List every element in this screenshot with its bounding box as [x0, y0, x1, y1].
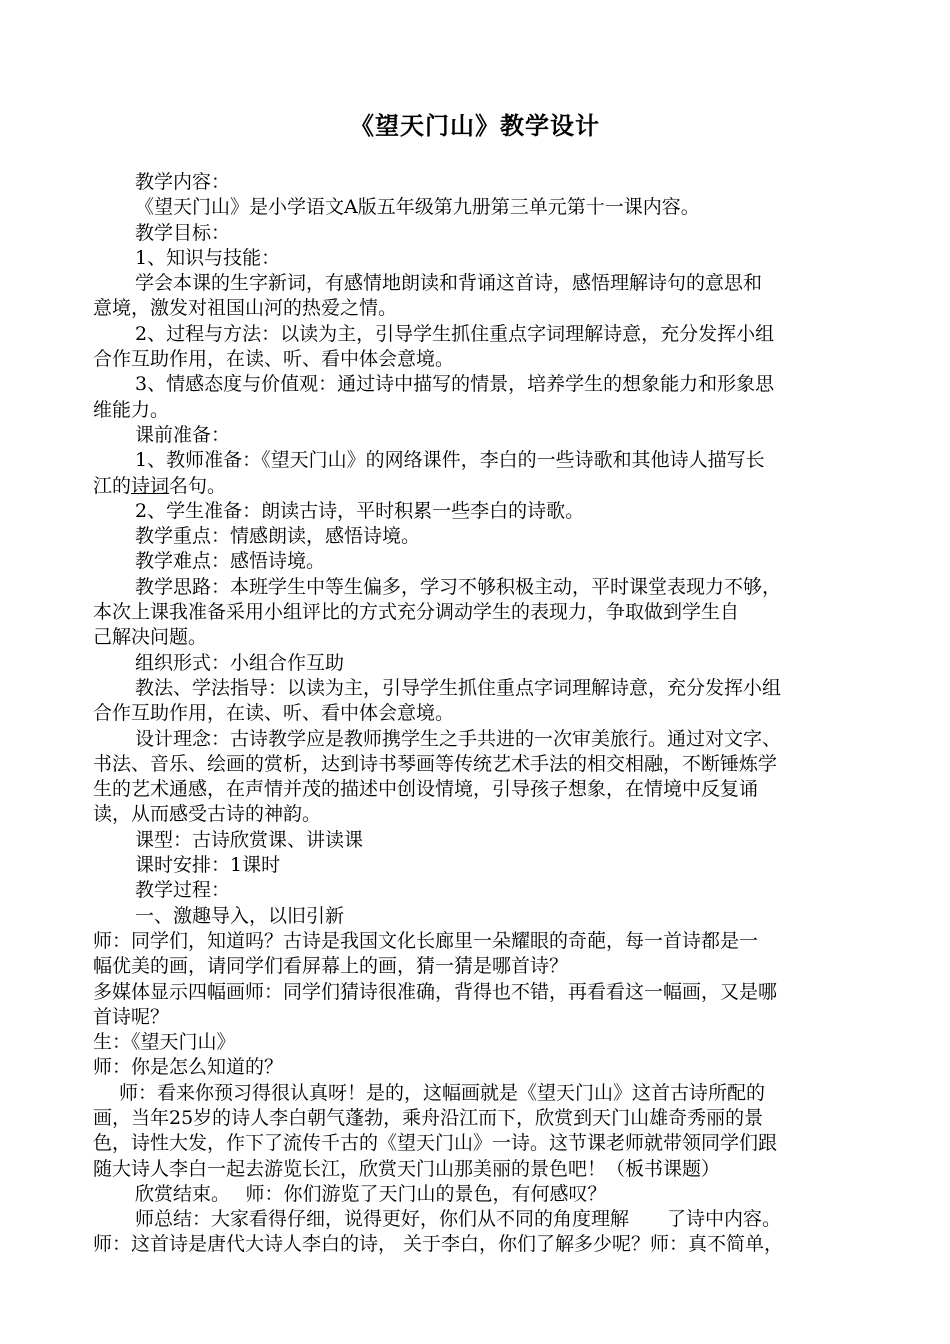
text-segment: 意境，激发对祖国山河的热爱之情。	[93, 297, 398, 320]
text-segment: 教学目标：	[135, 221, 231, 244]
text-line	[93, 1182, 863, 1207]
text-segment: 随大诗人李白一起去游览长江，欣赏天门山那美丽的景色吧！（板书课题）	[93, 1157, 721, 1180]
text-segment: 教学内容：	[135, 171, 231, 193]
text-line	[93, 853, 863, 878]
text-segment: 师总结：大家看得仔细，说得更好，你们从不同的角度理解 了诗中内容。	[135, 1208, 782, 1231]
text-line	[93, 474, 863, 499]
text-line	[93, 372, 863, 397]
text-line	[93, 448, 863, 473]
text-segment: 3、情感态度与价值观：通过诗中描写的情景，培养学生的想象能力和形象思	[135, 373, 775, 396]
text-line	[93, 727, 863, 752]
text-segment: 师：看来你预习得很认真呀！是的，这幅画就是《望天门山》这首古诗所配的	[119, 1081, 766, 1104]
text-segment: 江的	[93, 474, 132, 497]
text-line	[93, 600, 863, 625]
text-line	[93, 271, 863, 296]
text-segment: 师：你是怎么知道的？	[93, 1056, 284, 1079]
text-line	[93, 195, 863, 220]
text-line	[93, 296, 863, 321]
text-segment: 色，诗性大发，作下了流传千古的《望天门山》一诗。这节课老师就带领同学们跟	[93, 1132, 778, 1155]
text-line	[93, 828, 863, 853]
text-segment: 首诗呢？	[93, 1005, 170, 1028]
text-segment: 合作互助作用，在读、听、看中体会意境。	[93, 702, 455, 725]
text-line	[93, 777, 863, 802]
text-line	[93, 1157, 863, 1182]
text-segment: 课时安排：1课时	[135, 854, 281, 877]
text-segment: 教学思路：本班学生中等生偏多，学习不够积极主动，平时课堂表现力不够，	[135, 575, 782, 598]
text-segment: 教法、学法指导：以读为主，引导学生抓住重点字词理解诗意，充分发挥小组	[135, 676, 782, 699]
text-line	[93, 701, 863, 726]
text-segment: 生：《望天门山》	[93, 1031, 236, 1054]
text-line	[93, 524, 863, 549]
text-line	[93, 246, 863, 271]
text-line	[93, 752, 863, 777]
text-line	[93, 1005, 863, 1030]
text-line	[93, 676, 863, 701]
text-segment: 教学过程：	[135, 879, 231, 902]
text-segment: 2、过程与方法：以读为主，引导学生抓住重点字词理解诗意，充分发挥小组	[135, 322, 775, 345]
text-segment: 课前准备：	[135, 423, 231, 446]
text-line	[93, 322, 863, 347]
text-line	[93, 423, 863, 448]
text-line	[93, 980, 863, 1005]
text-segment: 《望天门山》是小学语文A版五年级第九册第三单元第十一课内容。	[135, 196, 700, 219]
text-segment: 1、教师准备：《望天门山》的网络课件，李白的一些诗歌和其他诗人描写长	[135, 449, 765, 472]
text-line	[93, 929, 863, 954]
text-line	[93, 625, 863, 650]
text-segment: 本次上课我准备采用小组评比的方式充分调动学生的表现力，争取做到学生自	[93, 601, 740, 624]
text-segment: 生的艺术通感，在声情并茂的描述中创设情境，引导孩子想象，在情境中反复诵	[93, 778, 759, 801]
text-segment: 学会本课的生字新词，有感情地朗读和背诵这首诗，感悟理解诗句的意思和	[135, 272, 763, 295]
text-line	[93, 170, 863, 195]
text-line	[93, 1055, 863, 1080]
text-line	[93, 954, 863, 979]
text-line	[93, 1081, 863, 1106]
text-line	[93, 1232, 863, 1257]
text-segment: 维能力。	[93, 398, 170, 421]
text-segment: 师：这首诗是唐代大诗人李白的诗， 关于李白，你们了解多少呢？师：真不简单，	[93, 1233, 784, 1256]
text-segment: 己解决问题。	[93, 626, 208, 649]
text-line	[93, 802, 863, 827]
text-segment: 名句。	[169, 474, 227, 497]
text-line	[93, 651, 863, 676]
text-segment: 组织形式：小组合作互助	[135, 651, 345, 674]
text-segment: 师：同学们，知道吗？古诗是我国文化长廊里一朵耀眼的奇葩，每一首诗都是一	[93, 929, 759, 952]
text-segment: 一、激趣导入，以旧引新	[135, 904, 345, 927]
text-segment: 画，当年25岁的诗人李白朝气蓬勃，乘舟沿江而下，欣赏到天门山雄奇秀丽的景	[93, 1106, 764, 1129]
text-line	[93, 1106, 863, 1131]
text-segment: 2、学生准备：朗读古诗，平时积累一些李白的诗歌。	[135, 499, 585, 522]
text-line	[93, 549, 863, 574]
text-segment: 读，从而感受古诗的神韵。	[93, 803, 322, 826]
text-segment: 课型：古诗欣赏课、讲读课	[135, 828, 364, 851]
text-line	[93, 347, 863, 372]
underlined-text: 诗词	[131, 474, 170, 497]
text-segment: 合作互助作用，在读、听、看中体会意境。	[93, 348, 455, 371]
text-line	[93, 878, 863, 903]
text-line	[93, 904, 863, 929]
text-segment: 幅优美的画，请同学们看屏幕上的画，猜一猜是哪首诗？	[93, 955, 569, 978]
text-segment: 欣赏结束。 师：你们游览了天门山的景色，有何感叹？	[135, 1182, 607, 1205]
text-line	[93, 1207, 863, 1232]
text-segment: 教学难点：感悟诗境。	[135, 550, 326, 573]
text-line	[93, 1131, 863, 1156]
text-segment: 教学重点：情感朗读，感悟诗境。	[135, 525, 421, 548]
text-line	[93, 575, 863, 600]
text-segment: 设计理念：古诗教学应是教师携学生之手共进的一次审美旅行。通过对文字、	[135, 727, 782, 750]
text-line	[93, 499, 863, 524]
text-line	[93, 398, 863, 423]
document-title: 《望天门山》教学设计	[350, 112, 600, 140]
text-segment: 1、知识与技能：	[135, 246, 281, 269]
text-segment: 书法、音乐、绘画的赏析，达到诗书琴画等传统艺术手法的相交相融，不断锤炼学	[93, 752, 778, 775]
text-line	[93, 221, 863, 246]
text-segment: 多媒体显示四幅画师：同学们猜诗很准确，背得也不错，再看看这一幅画，又是哪	[93, 980, 778, 1003]
document-body	[93, 170, 863, 1258]
text-line	[93, 1030, 863, 1055]
